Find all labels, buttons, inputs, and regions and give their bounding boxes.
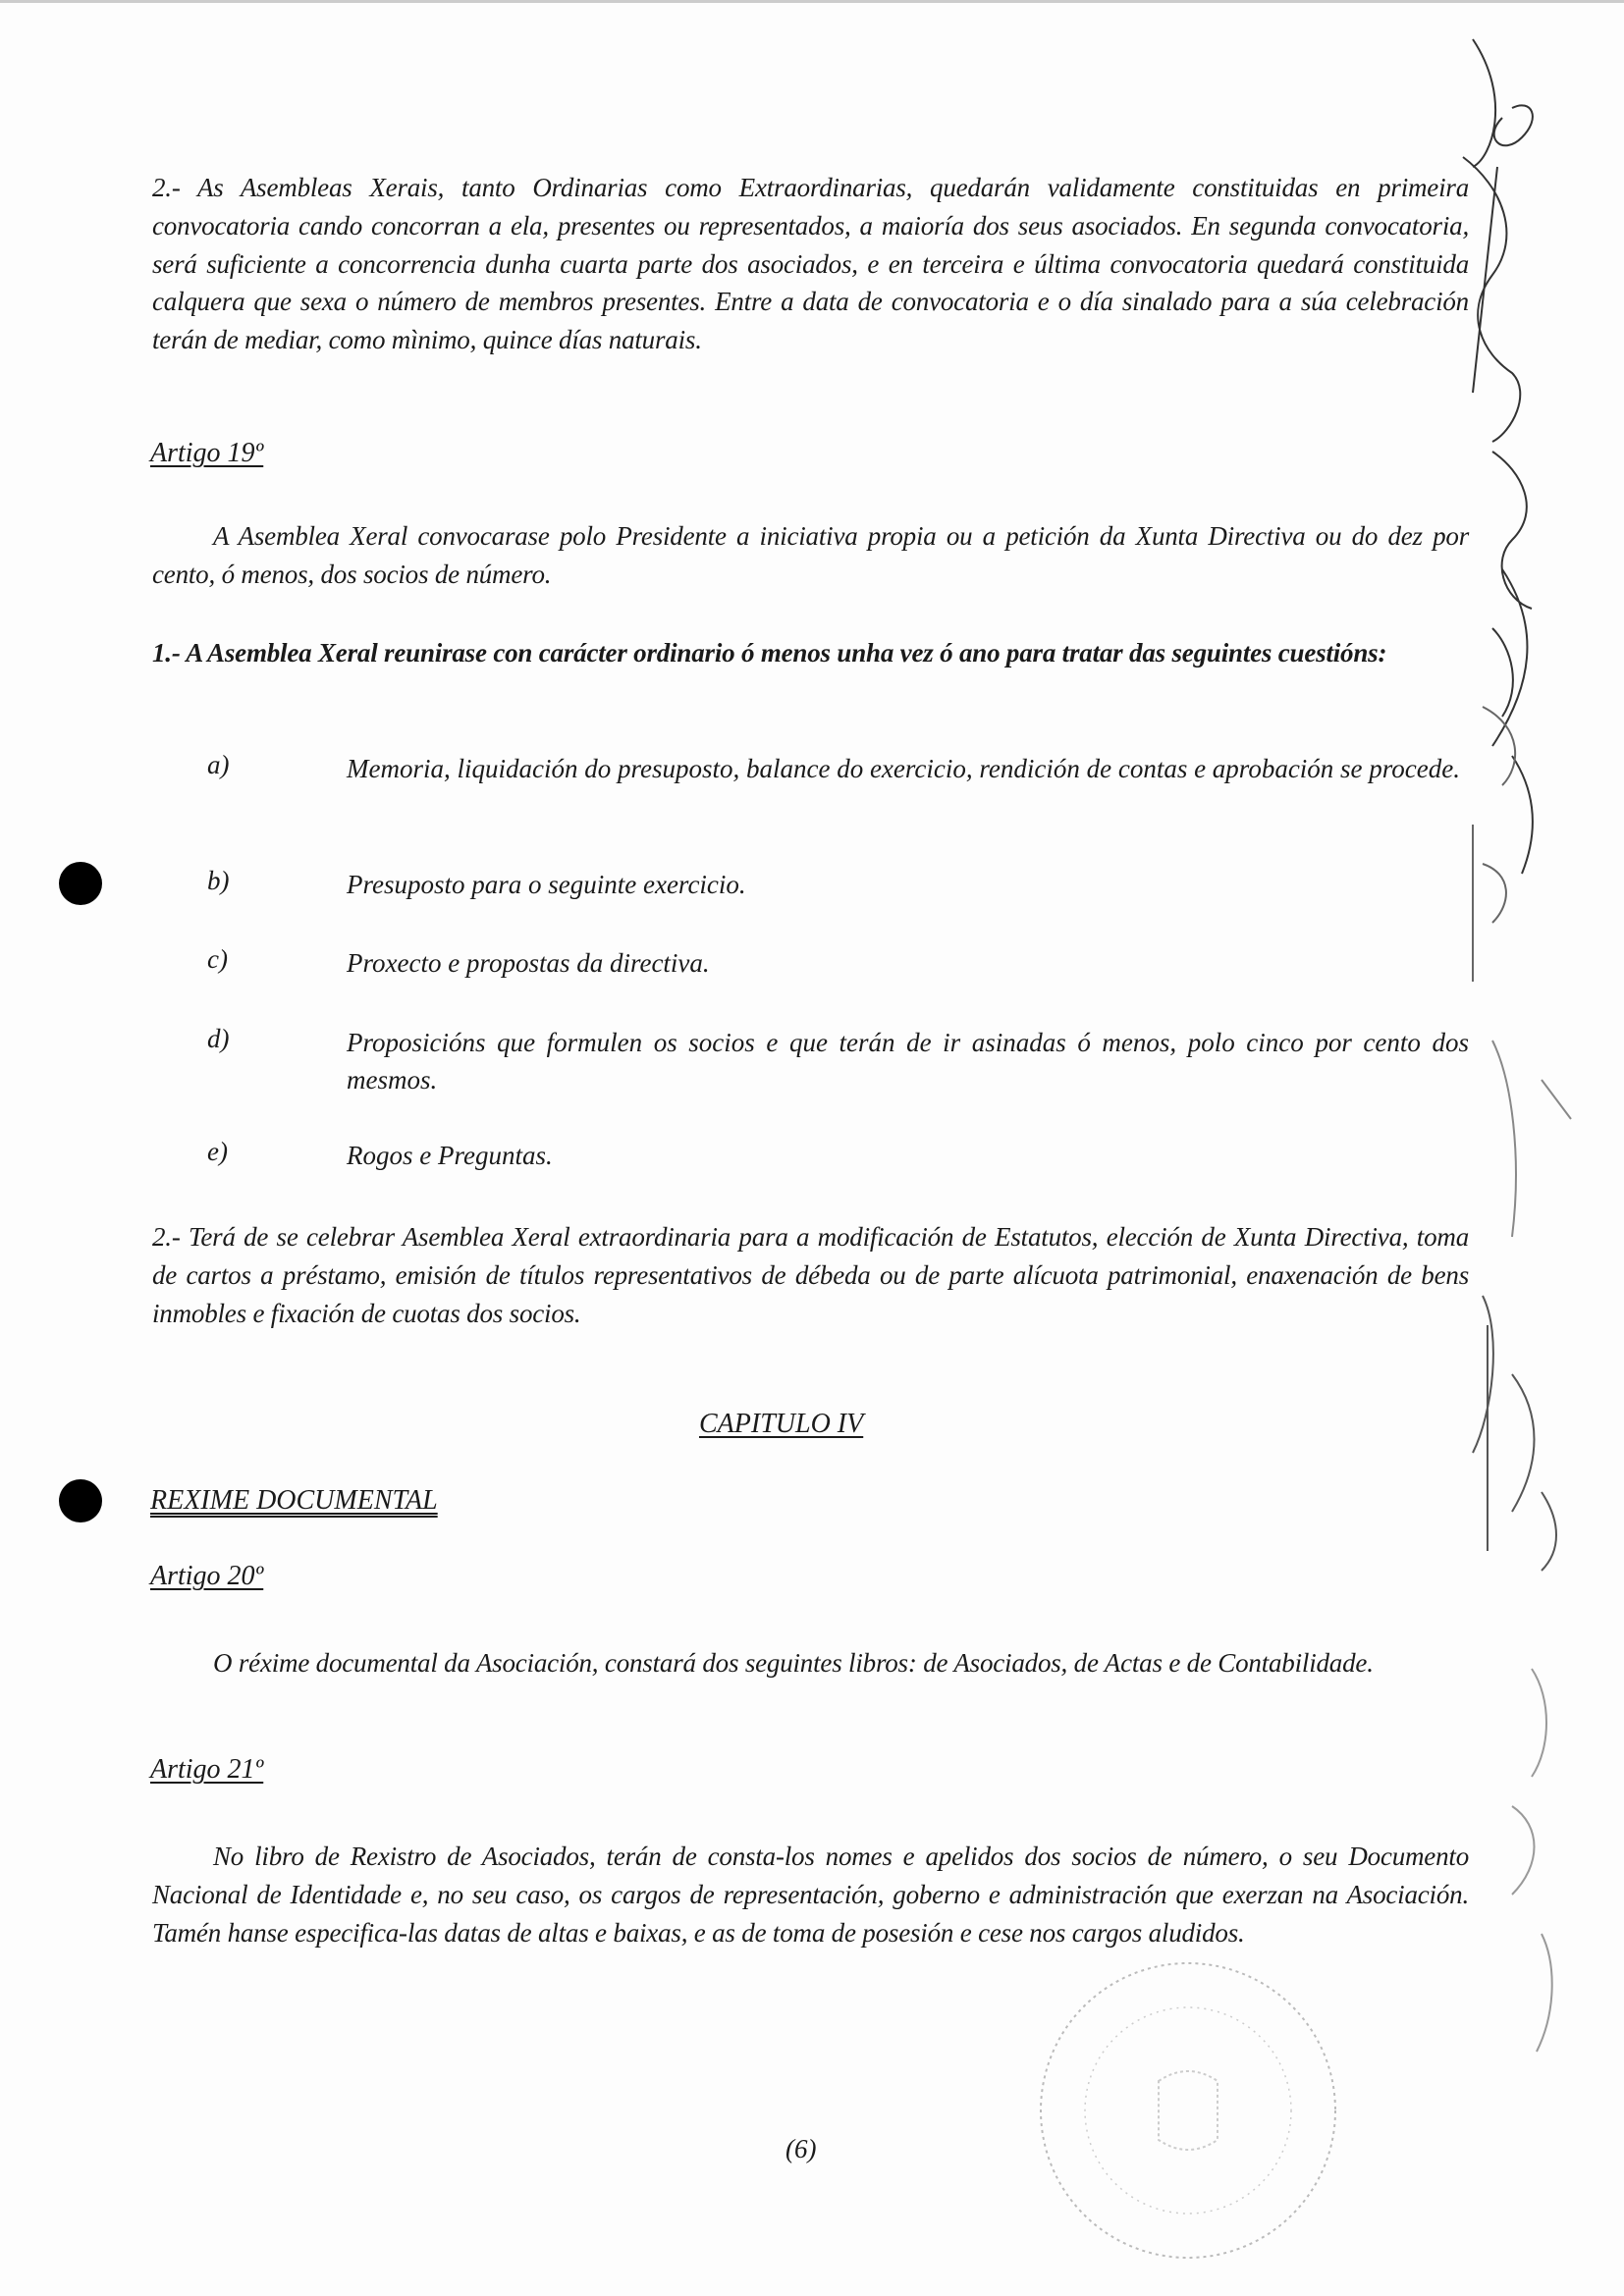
- list-item-text: Proposicións que formulen os socios e que terán de ir asinadas ó menos, polo cinco por cento dos mesmos.: [347, 1028, 1469, 1095]
- list-item-text: Memoria, liquidación do presuposto, balance do exercicio, rendición de contas e aprobación se procede.: [347, 754, 1460, 783]
- article-21-title: Artigo 21º: [150, 1754, 264, 1785]
- list-item-text: Presuposto para o seguinte exercicio.: [347, 870, 746, 899]
- list-item-text: Rogos e Preguntas.: [347, 1141, 553, 1170]
- chapter-title: CAPITULO IV: [699, 1409, 864, 1439]
- section-title: REXIME DOCUMENTAL: [150, 1485, 438, 1516]
- handwritten-signature: [1453, 20, 1624, 2101]
- official-stamp: [1021, 1953, 1355, 2277]
- article-19-paragraph-2: 2.- Terá de se celebrar Asemblea Xeral extraordinaria para a modificación de Estatutos, elección de Xunta Directiva, toma de cartos a préstamo, emisión de títulos representativos de débeda ou de parte alícuota patrimonial, enaxenación de bens inmobles e fixación de cuotas dos socios.: [152, 1222, 1469, 1328]
- list-item-label: d): [207, 1024, 230, 1053]
- punch-hole: [59, 862, 102, 905]
- list-item-label: e): [207, 1137, 228, 1166]
- article-20-text: O réxime documental da Asociación, constará dos seguintes libros: de Asociados, de Actas e de Contabilidade.: [213, 1648, 1374, 1678]
- article-20-title: Artigo 20º: [150, 1561, 264, 1591]
- list-item-label: b): [207, 866, 230, 895]
- list-item-text: Proxecto e propostas da directiva.: [347, 948, 710, 978]
- punch-hole: [59, 1479, 102, 1522]
- scan-edge: [0, 0, 1624, 3]
- article-18-paragraph-2: 2.- As Asembleas Xerais, tanto Ordinarias como Extraordinarias, quedarán validamente constituidas en primeira convocatoria cando concorran a ela, presentes ou representados, a maioría dos seus asociados. En segunda convocatoria, será suficiente a concorrencia dunha cuarta parte dos asociados, e en terceira e última convocatoria quedará constituida calquera que sexa o número de membros presentes. Entre a data de convocatoria e o día sinalado para a súa celebración terán de mediar, como mìnimo, quince días naturais.: [152, 173, 1469, 355]
- list-item-label: c): [207, 944, 228, 974]
- article-19-intro: A Asemblea Xeral convocarase polo Presidente a iniciativa propia ou a petición da Xunta Directiva ou do dez por cento, ó menos, dos socios de número.: [152, 521, 1469, 589]
- page-number: (6): [785, 2134, 817, 2163]
- list-item-label: a): [207, 750, 230, 779]
- article-21-text: No libro de Rexistro de Asociados, terán de consta-los nomes e apelidos dos socios de número, o seu Documento Nacional de Identidade e, no seu caso, os cargos de representación, goberno e administración que exerzan na Asociación. Tamén hanse especifica-las datas de altas e baixas, e as de toma de posesión e cese nos cargos aludidos.: [152, 1842, 1469, 1948]
- article-19-paragraph-1: 1.- A Asemblea Xeral reunirase con carácter ordinario ó menos unha vez ó ano para tratar das seguintes cuestións:: [152, 638, 1387, 667]
- article-19-title: Artigo 19º: [150, 438, 264, 468]
